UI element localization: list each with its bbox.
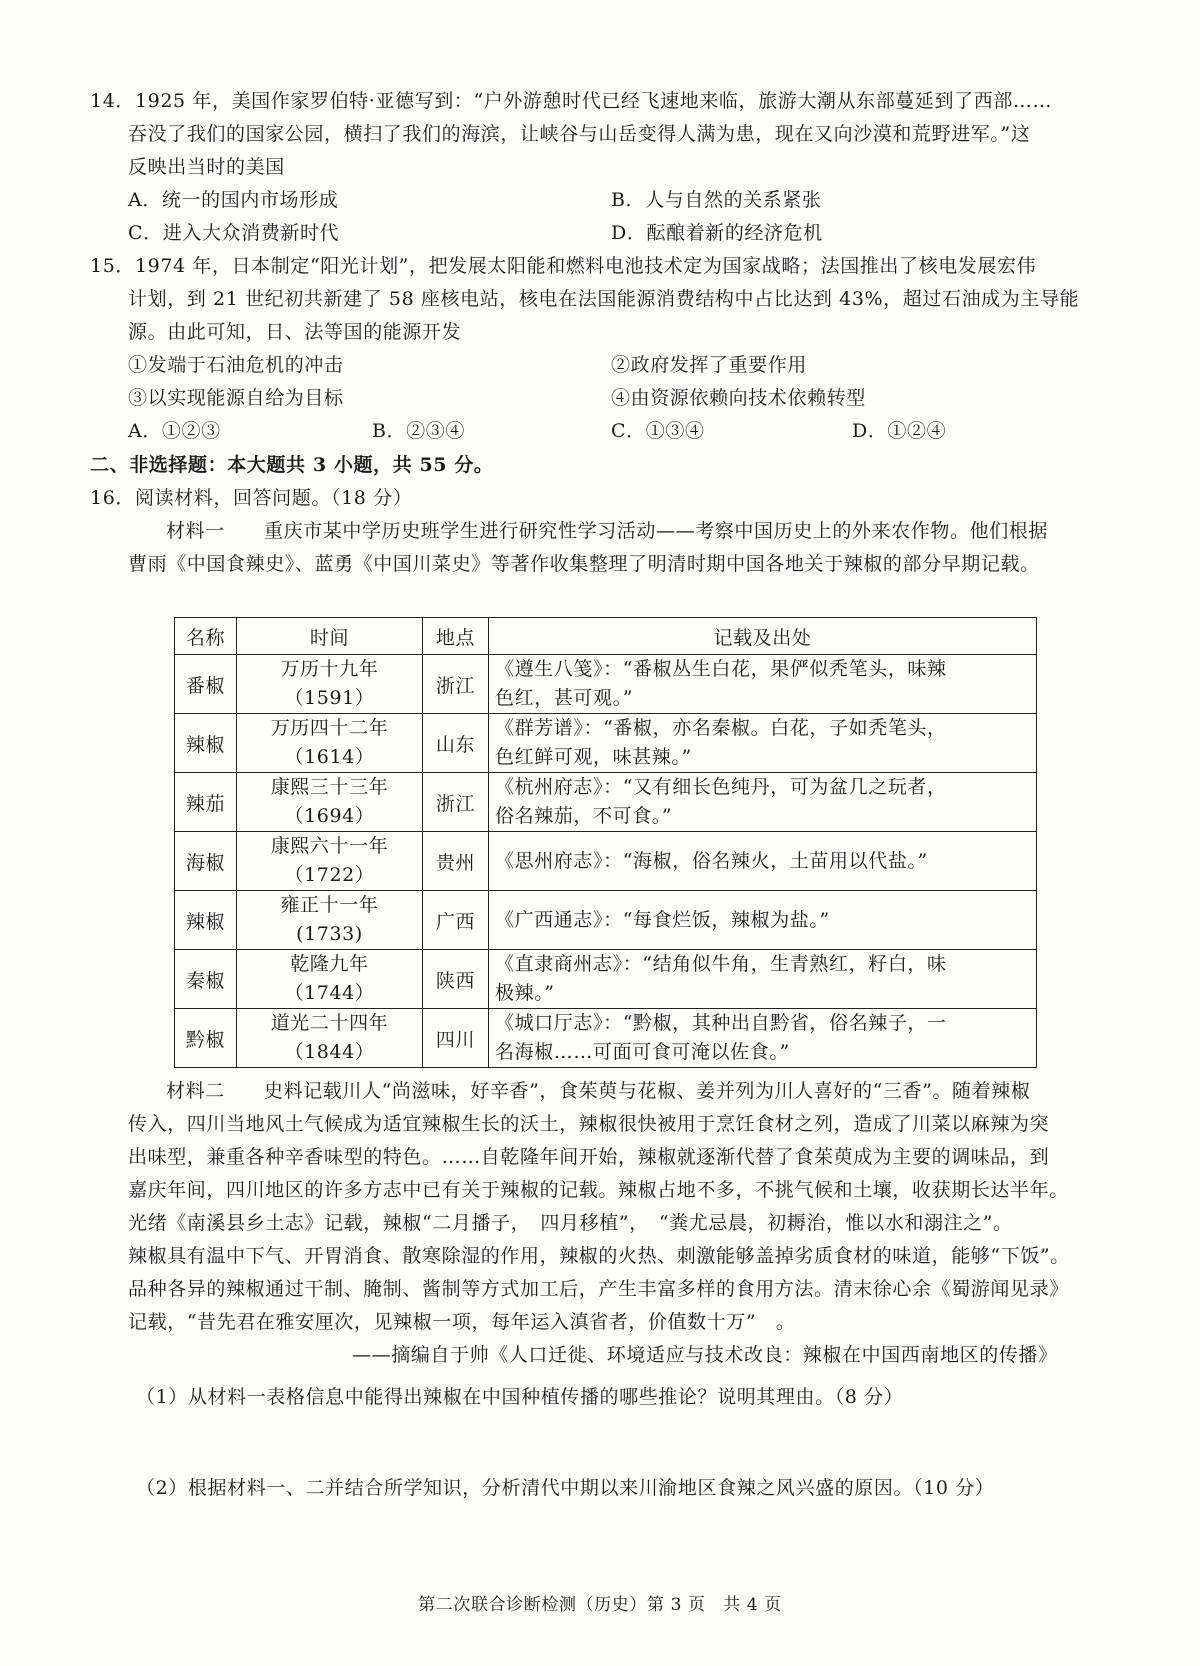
- cell-name: 黔椒: [175, 1009, 237, 1068]
- cell-time: [237, 950, 423, 1009]
- q15-option-c: C．①③④: [611, 420, 705, 442]
- q16-title: 16．阅读材料，回答问题。（18 分）: [90, 487, 413, 509]
- material1-line-1: 材料一 重庆市某中学历史班学生进行研究性学习活动——考察中国历史上的外来农作物。他们根据: [166, 520, 1049, 542]
- table-row: [175, 714, 1037, 773]
- cell-time-year: (1733): [296, 923, 363, 945]
- cell-record: [489, 950, 1037, 1009]
- q15-statement-1: ①发端于石油危机的冲击: [128, 354, 344, 376]
- cell-record: [489, 655, 1037, 714]
- cell-time: [237, 714, 423, 773]
- q14-option-d: D．酝酿着新的经济危机: [611, 222, 823, 244]
- cell-time: [237, 655, 423, 714]
- material2-line-3: 出味型，兼重各种辛香味型的特色。……自乾隆年间开始，辣椒就逐渐代替了食茱萸成为主要的调味品，到: [128, 1146, 1050, 1168]
- material2-line-5: 光绪《南溪县乡土志》记载，辣椒“二月播子， 四月移植”， “粪尤忌晨，初耨治，惟以水和溺注之”。: [128, 1212, 1013, 1234]
- cell-record-line: 《杭州府志》：“又有细长色纯丹，可为盆几之玩者，: [495, 776, 947, 798]
- q15-statement-4: ④由资源依赖向技术依赖转型: [611, 387, 866, 409]
- cell-record-line: 名海椒……可面可食可淹以佐食。”: [495, 1041, 790, 1063]
- cell-time-year: （1614）: [284, 746, 375, 768]
- header-name: 名称: [175, 618, 237, 655]
- table-header-row: [175, 618, 1037, 655]
- page-footer: 第二次联合诊断检测（历史）第 3 页 共 4 页: [418, 1595, 782, 1615]
- cell-record-line: 俗名辣茄，不可食。”: [495, 805, 673, 827]
- material2-source: ——摘编自于帅《人口迁徙、环境适应与技术改良：辣椒在中国西南地区的传播》: [352, 1344, 1058, 1366]
- section-two-heading: 二、非选择题：本大题共 3 小题，共 55 分。: [90, 454, 494, 476]
- cell-record: [489, 1009, 1037, 1068]
- cell-time-year: （1694）: [284, 805, 375, 827]
- cell-time: [237, 891, 423, 950]
- cell-place: 贵州: [423, 832, 489, 891]
- cell-record-line: 极辣。”: [495, 982, 555, 1004]
- header-time: 时间: [237, 618, 423, 655]
- cell-time: [237, 832, 423, 891]
- cell-place: 陕西: [423, 950, 489, 1009]
- cell-name: 辣椒: [175, 714, 237, 773]
- material2-line-8: 记载，“昔先君在雅安厘次，见辣椒一项，每年运入滇省者，价值数十万” 。: [128, 1311, 796, 1333]
- cell-time-era: 雍正十一年: [280, 894, 379, 916]
- cell-time-era: 康熙三十三年: [270, 776, 389, 798]
- table-row: [175, 891, 1037, 950]
- table-row: [175, 832, 1037, 891]
- q14-stem-line-1: 14．1925 年，美国作家罗伯特·亚德写到：“户外游憩时代已经飞速地来临，旅游大潮从东部蔓延到了西部……: [90, 90, 1053, 112]
- cell-name: 辣茄: [175, 773, 237, 832]
- q14-option-c: C．进入大众消费新时代: [128, 222, 340, 244]
- material2-line-4: 嘉庆年间，四川地区的许多方志中已有关于辣椒的记载。辣椒占地不多，不挑气候和土壤，收获期长达半年。: [128, 1179, 1069, 1201]
- cell-place: 广西: [423, 891, 489, 950]
- cell-time-year: （1844）: [284, 1041, 375, 1063]
- cell-place: 浙江: [423, 773, 489, 832]
- q15-stem-line-2: 计划，到 21 世纪初共新建了 58 座核电站，核电在法国能源消费结构中占比达到 43%，超过石油成为主导能: [128, 288, 1080, 310]
- table-row: [175, 950, 1037, 1009]
- cell-record-line: 色红鲜可观，味甚辣。”: [495, 746, 692, 768]
- cell-time-era: 康熙六十一年: [270, 835, 389, 857]
- q15-option-d: D．①②④: [852, 420, 947, 442]
- table-row: [175, 773, 1037, 832]
- q16-subquestion-1: （1）从材料一表格信息中能得出辣椒在中国种植传播的哪些推论？说明其理由。（8 分）: [136, 1386, 904, 1408]
- q14-option-b: B．人与自然的关系紧张: [611, 189, 822, 211]
- cell-place: 浙江: [423, 655, 489, 714]
- q15-stem-line-1: 15．1974 年，日本制定“阳光计划”，把发展太阳能和燃料电池技术定为国家战略；法国推出了核电发展宏伟: [90, 255, 1037, 277]
- q15-option-a: A．①②③: [128, 420, 221, 442]
- table-row: [175, 1009, 1037, 1068]
- material2-line-2: 传入，四川当地风土气候成为适宜辣椒生长的沃土，辣椒很快被用于烹饪食材之列，造成了川菜以麻辣为突: [128, 1113, 1050, 1135]
- cell-record: [489, 773, 1037, 832]
- cell-record-line: 《思州府志》：“海椒，俗名辣火，土苗用以代盐。”: [495, 849, 928, 872]
- cell-record-line: 《遵生八笺》：“番椒丛生白花，果俨似秃笔头，味辣: [495, 658, 947, 680]
- cell-time: [237, 1009, 423, 1068]
- cell-name: 秦椒: [175, 950, 237, 1009]
- cell-time-year: （1744）: [284, 982, 375, 1004]
- cell-record: [489, 714, 1037, 773]
- cell-record-line: 《广西通志》：“每食烂饭，辣椒为盐。”: [495, 908, 830, 931]
- q15-statement-2: ②政府发挥了重要作用: [611, 354, 808, 376]
- cell-name: 海椒: [175, 832, 237, 891]
- table-row: [175, 655, 1037, 714]
- cell-place: 四川: [423, 1009, 489, 1068]
- cell-record-line: 《群芳谱》：“番椒，亦名秦椒。白花，子如秃笔头，: [495, 717, 947, 739]
- cell-record-line: 《直隶商州志》：“结角似牛角，生青熟红，籽白，味: [495, 953, 947, 975]
- header-place: 地点: [423, 618, 489, 655]
- chili-records-table: [174, 617, 1037, 1068]
- q15-option-b: B．②③④: [372, 420, 465, 442]
- cell-time-era: 万历四十二年: [270, 717, 389, 739]
- cell-time-era: 道光二十四年: [270, 1012, 389, 1034]
- cell-time-era: 万历十九年: [280, 658, 379, 680]
- header-record: 记载及出处: [489, 618, 1037, 655]
- cell-name: 辣椒: [175, 891, 237, 950]
- material2-line-6: 辣椒具有温中下气、开胃消食、散寒除湿的作用，辣椒的火热、刺激能够盖掉劣质食材的味道，能够“下饭”。: [128, 1245, 1070, 1267]
- cell-time-year: （1722）: [284, 864, 375, 886]
- material1-line-2: 曹雨《中国食辣史》、蓝勇《中国川菜史》等著作收集整理了明清时期中国各地关于辣椒的部分早期记载。: [128, 553, 1040, 575]
- q14-stem-line-3: 反映出当时的美国: [128, 156, 285, 178]
- cell-record: [489, 891, 1037, 950]
- cell-record-line: 色红，甚可观。”: [495, 687, 634, 709]
- material2-line-1: 材料二 史料记载川人“尚滋味，好辛香”，食茱萸与花椒、姜并列为川人喜好的“三香”。随着辣椒: [166, 1080, 1031, 1102]
- q15-stem-line-3: 源。由此可知，日、法等国的能源开发: [128, 321, 462, 343]
- cell-place: 山东: [423, 714, 489, 773]
- cell-time-era: 乾隆九年: [290, 953, 369, 975]
- material2-line-7: 品种各异的辣椒通过干制、腌制、酱制等方式加工后，产生丰富多样的食用方法。清末徐心余《蜀游闻见录》: [128, 1278, 1069, 1300]
- cell-name: 番椒: [175, 655, 237, 714]
- cell-record-line: 《城口厅志》：“黔椒，其种出自黔省，俗名辣子，一: [495, 1012, 947, 1034]
- q16-subquestion-2: （2）根据材料一、二并结合所学知识，分析清代中期以来川渝地区食辣之风兴盛的原因。（10 分）: [136, 1477, 995, 1499]
- cell-time: [237, 773, 423, 832]
- cell-time-year: （1591）: [284, 687, 375, 709]
- q14-stem-line-2: 吞没了我们的国家公园，横扫了我们的海滨，让峡谷与山岳变得人满为患，现在又向沙漠和荒野进军。”这: [128, 123, 1031, 145]
- cell-record: [489, 832, 1037, 891]
- q15-statement-3: ③以实现能源自给为目标: [128, 387, 344, 409]
- q14-option-a: A．统一的国内市场形成: [128, 189, 339, 211]
